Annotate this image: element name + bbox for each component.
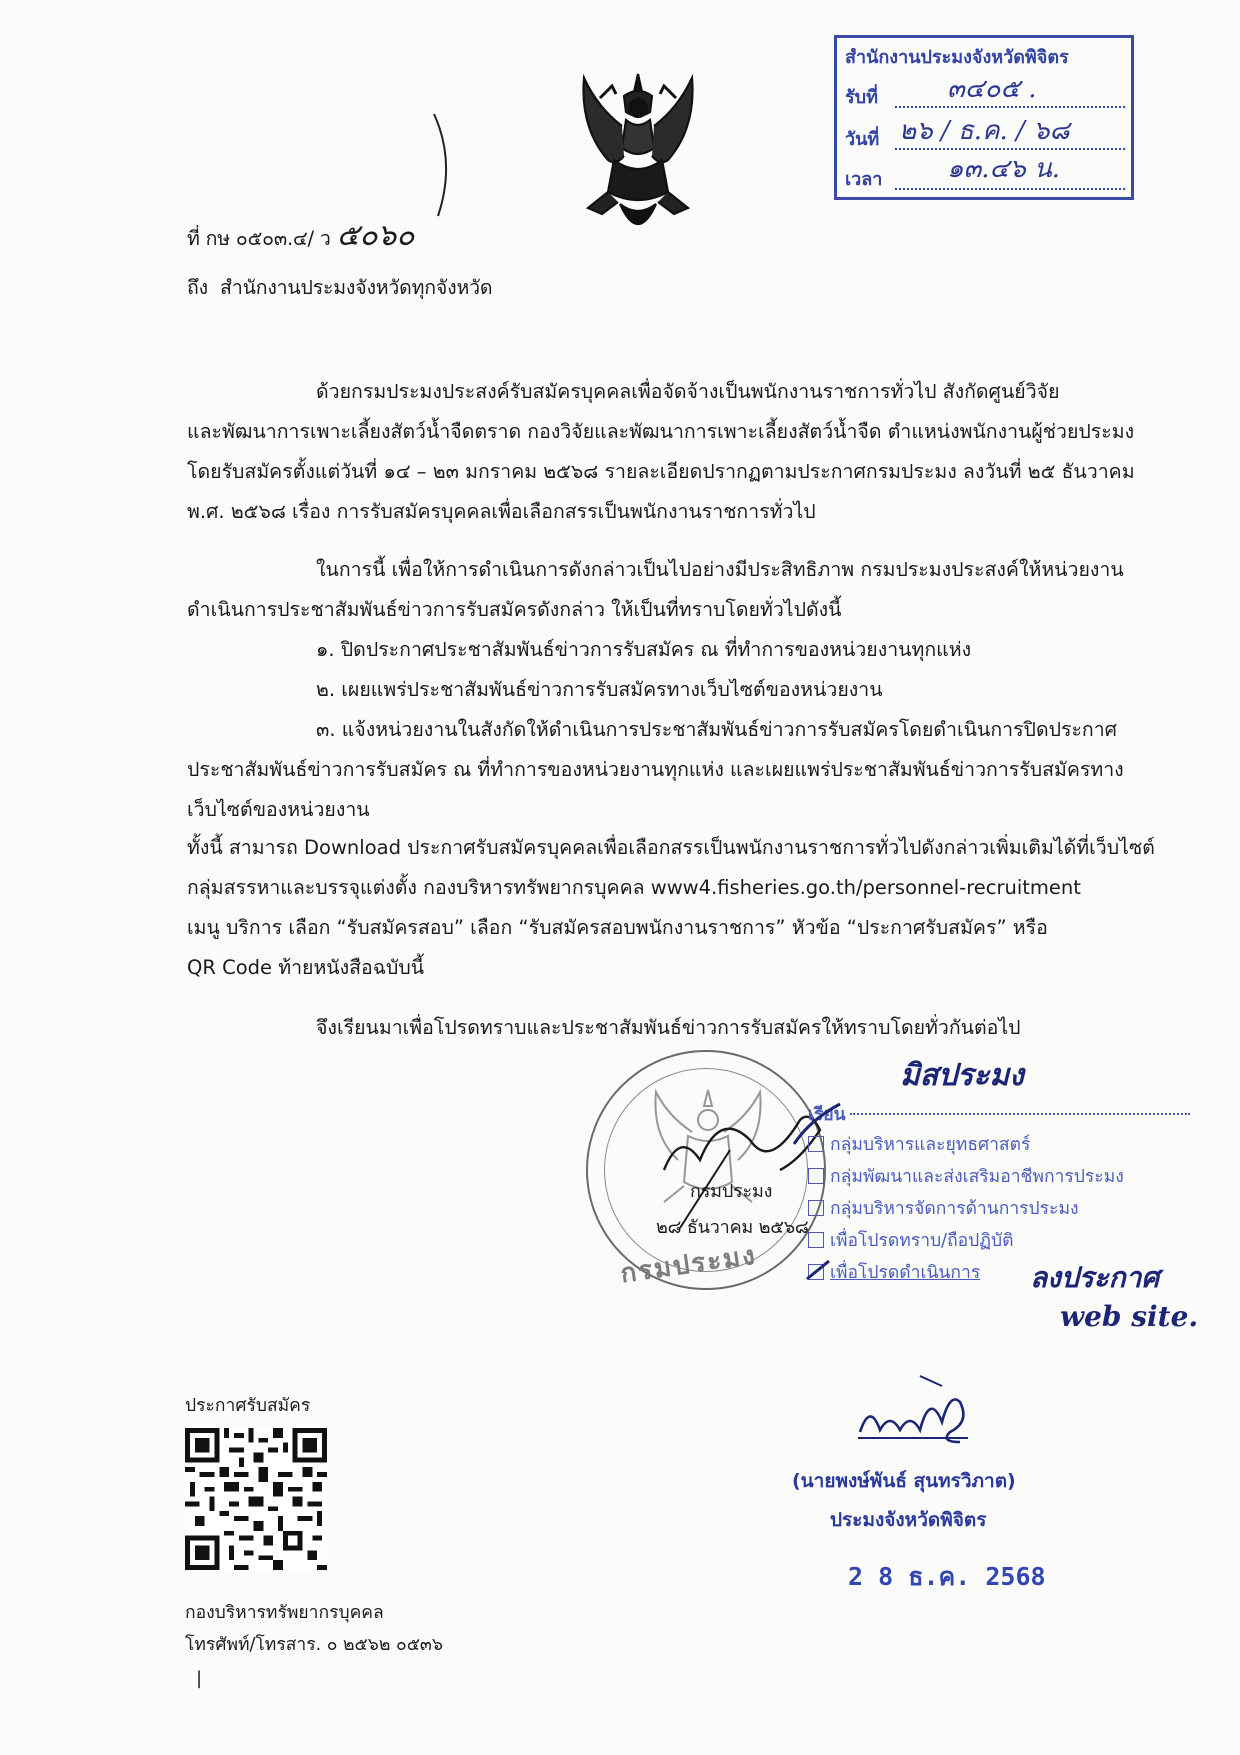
routing-option-2[interactable]: กลุ่มพัฒนาและส่งเสริมอาชีพการประมง (808, 1162, 1124, 1190)
checkbox-icon[interactable] (808, 1168, 824, 1184)
routing-option-1[interactable]: กลุ่มบริหารและยุทธศาสตร์ (808, 1130, 1030, 1158)
paragraph2-line2: ดำเนินการประชาสัมพันธ์ข่าวการรับสมัครดังกล่าว ให้เป็นที่ทราบโดยทั่วไปดังนี้ (187, 598, 842, 621)
handwritten-note-2: web site. (1060, 1300, 1199, 1333)
routing-option-4[interactable]: เพื่อโปรดทราบ/ถือปฏิบัติ (808, 1226, 1014, 1254)
closing-line: จึงเรียนมาเพื่อโปรดทราบและประชาสัมพันธ์ข่าวการรับสมัครให้ทราบโดยทั่วกันต่อไป (316, 1016, 1021, 1039)
handwritten-check-icon (790, 1100, 850, 1154)
receive-no-label: รับที่ (845, 87, 878, 108)
paragraph3-line1: ทั้งนี้ สามารถ Download ประกาศรับสมัครบุคคลเพื่อเลือกสรรเป็นพนักงานราชการทั่วไปดังกล่าวเพิ่มเติมได้ที่เว็บไซต์ (187, 836, 1155, 859)
seal-date: ๒๘ ธันวาคม ๒๕๖๘ (656, 1217, 809, 1238)
receipt-office: สำนักงานประมงจังหวัดพิจิตร (845, 47, 1069, 68)
time-label: เวลา (845, 169, 883, 190)
routing-option-3[interactable]: กลุ่มบริหารจัดการด้านการประมง (808, 1194, 1079, 1222)
to-label: ถึง (187, 276, 208, 299)
signatory-name: (นายพงษ์พันธ์ สุนทรวิภาต) (792, 1470, 1016, 1492)
date-stamp: 2 8 ธ.ค. 2568 (848, 1562, 1046, 1591)
list-item-2: ๒. เผยแพร่ประชาสัมพันธ์ข่าวการรับสมัครทางเว็บไซต์ของหน่วยงาน (316, 678, 883, 701)
footer-division: กองบริหารทรัพยากรบุคคล (185, 1603, 384, 1623)
routing-option-5[interactable]: เพื่อโปรดดำเนินการ (808, 1258, 980, 1286)
receipt-stamp (834, 35, 1134, 200)
routing-to-label: เรียน (808, 1105, 846, 1125)
paragraph3-line2-text: กลุ่มสรรหาและบรรจุแต่งตั้ง กองบริหารทรัพยากรบุคคล www4.fisheries.go.th/personnel-recruitment (187, 876, 1081, 899)
receive-no-value: ๓๔๐๕ . (947, 74, 1037, 104)
paragraph3-line3: เมนู บริการ เลือก “รับสมัครสอบ” เลือก “รับสมัครสอบพนักงานราชการ” หัวข้อ “ประกาศรับสมัคร” หรือ (187, 916, 1048, 939)
date-label: วันที่ (845, 129, 880, 150)
paragraph1-line4: พ.ศ. ๒๕๖๘ เรื่อง การรับสมัครบุคคลเพื่อเลือกสรรเป็นพนักงานราชการทั่วไป (187, 500, 816, 523)
paragraph1-line1: ด้วยกรมประมงประสงค์รับสมัครบุคคลเพื่อจัดจ้างเป็นพนักงานราชการทั่วไป สังกัดศูนย์วิจัย (316, 380, 1060, 403)
signatory-signature-icon (850, 1372, 980, 1456)
addressee (187, 272, 492, 303)
list-item-3: ๓. แจ้งหน่วยงานในสังกัดให้ดำเนินการประชาสัมพันธ์ข่าวการรับสมัครโดยดำเนินการปิดประกาศ (316, 718, 1118, 741)
garuda-emblem-icon (578, 68, 698, 246)
ref-prefix: ที่ กษ ๐๕๐๓.๔/ ว (187, 227, 331, 250)
list-item-3-cont2: เว็บไซต์ของหน่วยงาน (187, 798, 370, 821)
checkbox-icon[interactable] (808, 1200, 824, 1216)
paragraph1-line3: โดยรับสมัครตั้งแต่วันที่ ๑๔ – ๒๓ มกราคม ๒๕๖๘ รายละเอียดปรากฏตามประกาศกรมประมง ลงวันที่ ๒๕ ธันวาคม (187, 460, 1135, 483)
list-item-1: ๑. ปิดประกาศประชาสัมพันธ์ข่าวการรับสมัคร ณ ที่ทำการของหน่วยงานทุกแห่ง (316, 638, 972, 661)
ref-number-handwritten: ๕๐๖๐ (336, 218, 415, 253)
checkbox-icon[interactable] (808, 1232, 824, 1248)
list-item-3-cont1: ประชาสัมพันธ์ข่าวการรับสมัคร ณ ที่ทำการของหน่วยงานทุกแห่ง และเผยแพร่ประชาสัมพันธ์ข่าวการรับสมัครทาง (187, 758, 1124, 781)
handwritten-mark-icon (430, 112, 460, 226)
paragraph1-line2: และพัฒนาการเพาะเลี้ยงสัตว์น้ำจืดตราด กองวิจัยและพัฒนาการเพาะเลี้ยงสัตว์น้ำจืด ตำแหน่งพนักงานผู้ช่วยประมง (187, 420, 1135, 443)
seal-ring-text: กรมประมง (618, 1240, 759, 1290)
footer-phone: โทรศัพท์/โทรสาร. ๐ ๒๕๖๒ ๐๕๓๖ (185, 1635, 444, 1655)
time-value: ๑๓.๔๖ น. (947, 154, 1061, 184)
ref-number (187, 212, 414, 259)
footer-mark: | (196, 1668, 203, 1689)
handwritten-note-1: ลงประกาศ (1030, 1261, 1160, 1294)
qr-code-icon[interactable] (185, 1428, 327, 1570)
paragraph3-line2 (187, 872, 1081, 903)
paragraph3-line4: QR Code ท้ายหนังสือฉบับนี้ (187, 956, 425, 979)
qr-caption: ประกาศรับสมัคร (185, 1396, 311, 1416)
seal-department: กรมประมง (690, 1181, 773, 1202)
to-value: สำนักงานประมงจังหวัดทุกจังหวัด (219, 276, 493, 299)
routing-handwritten-header: มิสประมง (900, 1058, 1024, 1093)
paragraph2-line1: ในการนี้ เพื่อให้การดำเนินการดังกล่าวเป็นไปอย่างมีประสิทธิภาพ กรมประมงประสงค์ให้หน่วยงาน (316, 558, 1124, 581)
signatory-title: ประมงจังหวัดพิจิตร (830, 1509, 987, 1531)
date-value: ๒๖ / ธ.ค. / ๖๘ (899, 116, 1070, 146)
checkbox-checked-icon[interactable] (808, 1264, 824, 1280)
